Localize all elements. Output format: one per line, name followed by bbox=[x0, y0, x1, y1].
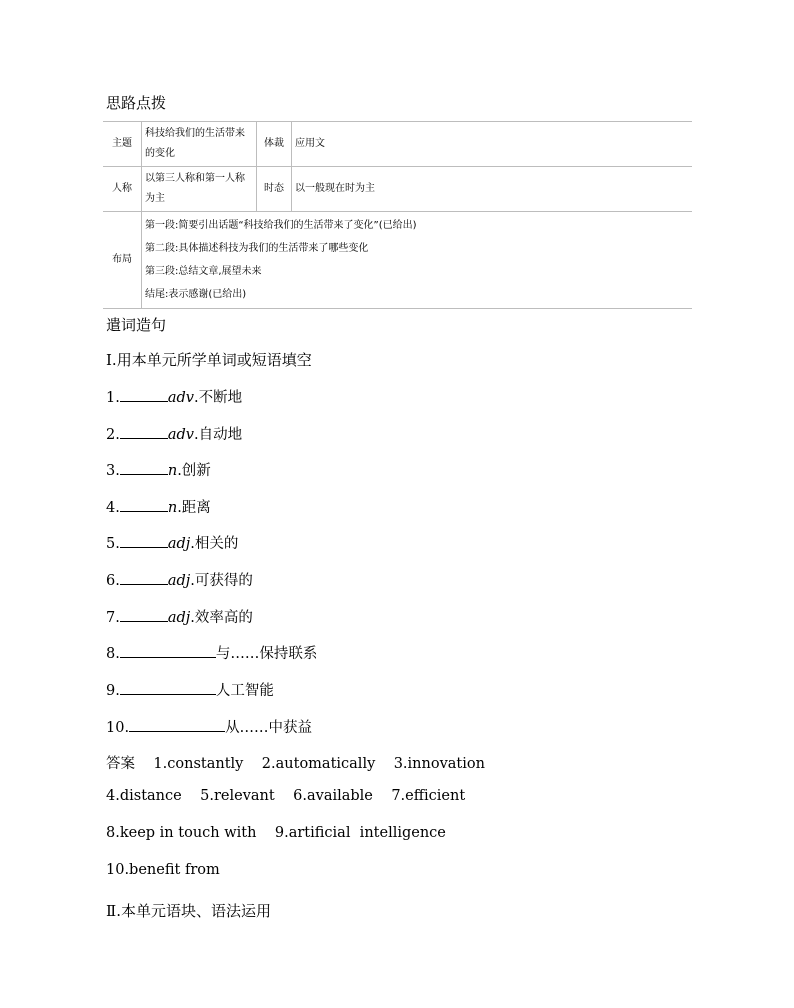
table-value-person: 以第三人称和第一人称为主 bbox=[142, 167, 257, 212]
question-meaning: .可获得的 bbox=[190, 573, 253, 589]
answer-line: 8.keep in touch with 9.artificial intelligence bbox=[106, 825, 446, 841]
question-item bbox=[106, 716, 312, 737]
part1-title: Ⅰ.用本单元所学单词或短语填空 bbox=[106, 351, 312, 369]
question-meaning: 人工智能 bbox=[215, 683, 274, 699]
table-label-genre: 体裁 bbox=[257, 122, 292, 167]
part-of-speech: adj bbox=[167, 536, 191, 552]
question-meaning: .距离 bbox=[177, 500, 211, 516]
layout-line: 第二段:具体描述科技为我们的生活带来了哪些变化 bbox=[145, 243, 369, 254]
part-of-speech: adj bbox=[167, 573, 191, 589]
question-meaning: 从……中获益 bbox=[225, 720, 313, 736]
answer-blank bbox=[120, 498, 168, 512]
layout-line: 结尾:表示感谢(已给出) bbox=[145, 289, 247, 300]
question-number: 9. bbox=[106, 683, 120, 699]
question-number: 7. bbox=[106, 610, 120, 626]
table-row bbox=[103, 122, 692, 167]
question-item bbox=[106, 423, 242, 444]
question-item bbox=[106, 569, 253, 590]
question-item bbox=[106, 679, 274, 700]
layout-line: 第三段:总结文章,展望未来 bbox=[145, 266, 262, 277]
answer-blank bbox=[120, 461, 168, 475]
table-label-person: 人称 bbox=[103, 167, 142, 212]
part-of-speech: adj bbox=[167, 610, 191, 626]
question-item bbox=[106, 386, 242, 407]
question-meaning: .创新 bbox=[177, 463, 211, 479]
question-meaning: .相关的 bbox=[190, 536, 239, 552]
part2-title: Ⅱ.本单元语块、语法运用 bbox=[106, 902, 271, 920]
part-of-speech: n bbox=[167, 500, 178, 516]
question-item bbox=[106, 532, 238, 553]
part-of-speech: n bbox=[167, 463, 178, 479]
question-item bbox=[106, 496, 211, 517]
answer-blank bbox=[120, 608, 168, 622]
question-number: 3. bbox=[106, 463, 120, 479]
question-item bbox=[106, 459, 211, 480]
answer-blank bbox=[120, 644, 216, 658]
table-label-tense: 时态 bbox=[257, 167, 292, 212]
answer-blank bbox=[129, 718, 225, 732]
question-meaning: 与……保持联系 bbox=[215, 646, 318, 662]
table-value-layout bbox=[142, 212, 693, 309]
part-of-speech: adv bbox=[167, 390, 194, 406]
answer-line: 10.benefit from bbox=[106, 862, 220, 878]
question-meaning: .效率高的 bbox=[190, 610, 253, 626]
question-number: 2. bbox=[106, 427, 120, 443]
question-number: 8. bbox=[106, 646, 120, 662]
outline-table bbox=[103, 121, 692, 309]
table-value-theme: 科技给我们的生活带来的变化 bbox=[142, 122, 257, 167]
table-row bbox=[103, 167, 692, 212]
question-meaning: .自动地 bbox=[193, 427, 243, 443]
table-label-theme: 主题 bbox=[103, 122, 142, 167]
table-label-layout: 布局 bbox=[103, 212, 142, 309]
question-number: 10. bbox=[106, 720, 130, 736]
answer-blank bbox=[120, 388, 168, 402]
question-number: 6. bbox=[106, 573, 120, 589]
answer-blank bbox=[120, 534, 168, 548]
answer-line: 4.distance 5.relevant 6.available 7.efficient bbox=[106, 788, 466, 804]
question-item bbox=[106, 606, 253, 627]
question-number: 5. bbox=[106, 536, 120, 552]
question-number: 1. bbox=[106, 390, 120, 406]
section-heading-qianci: 遣词造句 bbox=[106, 316, 167, 334]
section-heading-silu: 思路点拨 bbox=[106, 94, 167, 112]
part-of-speech: adv bbox=[167, 427, 194, 443]
answer-blank bbox=[120, 425, 168, 439]
question-number: 4. bbox=[106, 500, 120, 516]
answer-blank bbox=[120, 681, 216, 695]
answer-line: 答案 1.constantly 2.automatically 3.innovation bbox=[106, 756, 485, 772]
question-meaning: .不断地 bbox=[193, 390, 243, 406]
answer-blank bbox=[120, 571, 168, 585]
table-value-tense: 以一般现在时为主 bbox=[292, 167, 693, 212]
table-value-genre: 应用文 bbox=[292, 122, 693, 167]
layout-line: 第一段:简要引出话题“科技给我们的生活带来了变化”(已给出) bbox=[145, 220, 417, 231]
question-item bbox=[106, 642, 317, 663]
table-row bbox=[103, 212, 692, 309]
